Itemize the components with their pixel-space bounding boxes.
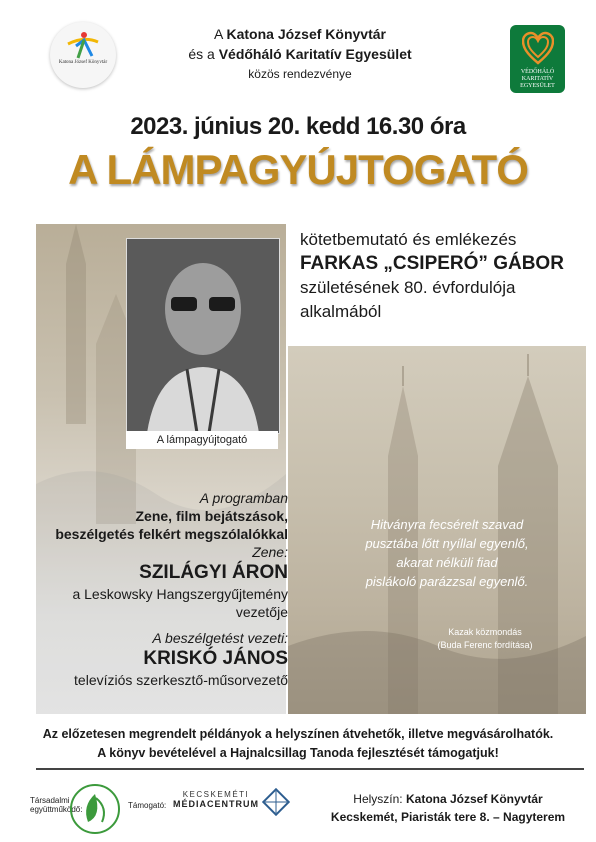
venue-address: Kecskemét, Piaristák tere 8. – Nagyterem (330, 810, 566, 824)
media-centre-logo (172, 790, 260, 809)
host-label: A beszélgetést vezeti: (152, 630, 288, 646)
quote-source-1: Kazak közmondás (448, 627, 522, 637)
right-logo-caption: VÉDŐHÁLÓ KARITATÍV EGYESÜLET (520, 69, 555, 89)
portrait-photo-icon (127, 239, 279, 433)
notice-text (0, 725, 596, 763)
portrait-caption: A lámpagyújtogató (126, 431, 278, 449)
notice-line-2: A könyv bevételével a Hajnalcsillag Tanoda fejlesztését támogatjuk! (97, 746, 499, 760)
proverb-quote (330, 515, 564, 591)
sponsor-label: Támogató: (128, 801, 167, 810)
quote-line-4: pislákoló parázzsal egyenlő. (365, 574, 529, 589)
org-subtitle: közös rendezvénye (248, 67, 352, 81)
org-prefix-1: A (214, 26, 223, 42)
event-title: A LÁMPAGYÚJTOGATÓ (68, 146, 528, 193)
program-items-2: beszélgetés felkért megszólalókkal (55, 526, 288, 542)
heart-icon (522, 31, 554, 65)
program-block (40, 489, 288, 689)
partner-logo (70, 784, 120, 834)
katona-library-logo (50, 22, 116, 88)
quote-line-3: akarat nélküli fiad (396, 555, 498, 570)
footer-divider (36, 768, 584, 770)
library-figure-icon (64, 30, 102, 60)
quote-source (400, 626, 570, 652)
author-portrait (126, 238, 280, 434)
venue-info (312, 790, 584, 826)
partner-label (30, 796, 83, 814)
media-line-2: MÉDIACENTRUM (173, 799, 259, 809)
venue-label: Helyszín: (353, 792, 403, 806)
musician-name: SZILÁGYI ÁRON (139, 562, 288, 583)
host-name: KRISKÓ JÁNOS (143, 648, 288, 669)
organizers (150, 24, 450, 84)
program-heading: A programban (199, 490, 288, 506)
partner-label-1: Társadalmi (30, 796, 70, 805)
diamond-logo-icon (262, 788, 290, 816)
intro-line-1: kötetbemutató és emlékezés (300, 230, 517, 249)
org-name-1: Katona József Könyvtár (226, 26, 386, 42)
intro-line-3: születésének 80. évfordulója (300, 278, 516, 297)
quote-line-2: pusztába lőtt nyíllal egyenlő, (365, 536, 529, 551)
left-logo-caption: Katona József Könyvtár (58, 60, 108, 65)
music-label: Zene: (252, 544, 288, 560)
org-name-2: Védőháló Karitatív Egyesület (218, 46, 412, 62)
partner-label-2: együttműködő: (30, 805, 83, 814)
venue-name: Katona József Könyvtár (406, 792, 543, 806)
quote-source-2: (Buda Ferenc fordítása) (437, 640, 533, 650)
vedohalo-logo (510, 25, 565, 93)
event-intro (300, 228, 580, 324)
intro-line-4: alkalmából (300, 302, 382, 321)
quote-line-1: Hitványra fecsérelt szavad (370, 517, 524, 532)
musician-role: a Leskowsky Hangszergyűjtemény vezetője (72, 586, 288, 620)
notice-line-1: Az előzetesen megrendelt példányok a helyszínen átvehetők, illetve megvásárolhatók. (42, 727, 554, 741)
event-datetime: 2023. június 20. kedd 16.30 óra (130, 113, 466, 140)
media-line-1: KECSKEMÉTI (182, 790, 250, 799)
honoree-name: FARKAS „CSIPERÓ” GÁBOR (300, 253, 564, 274)
leaf-icon (72, 786, 118, 832)
org-prefix-2: és a (188, 46, 215, 62)
program-items-1: Zene, film bejátszások, (135, 508, 288, 524)
host-role: televíziós szerkesztő-műsorvezető (74, 672, 288, 688)
